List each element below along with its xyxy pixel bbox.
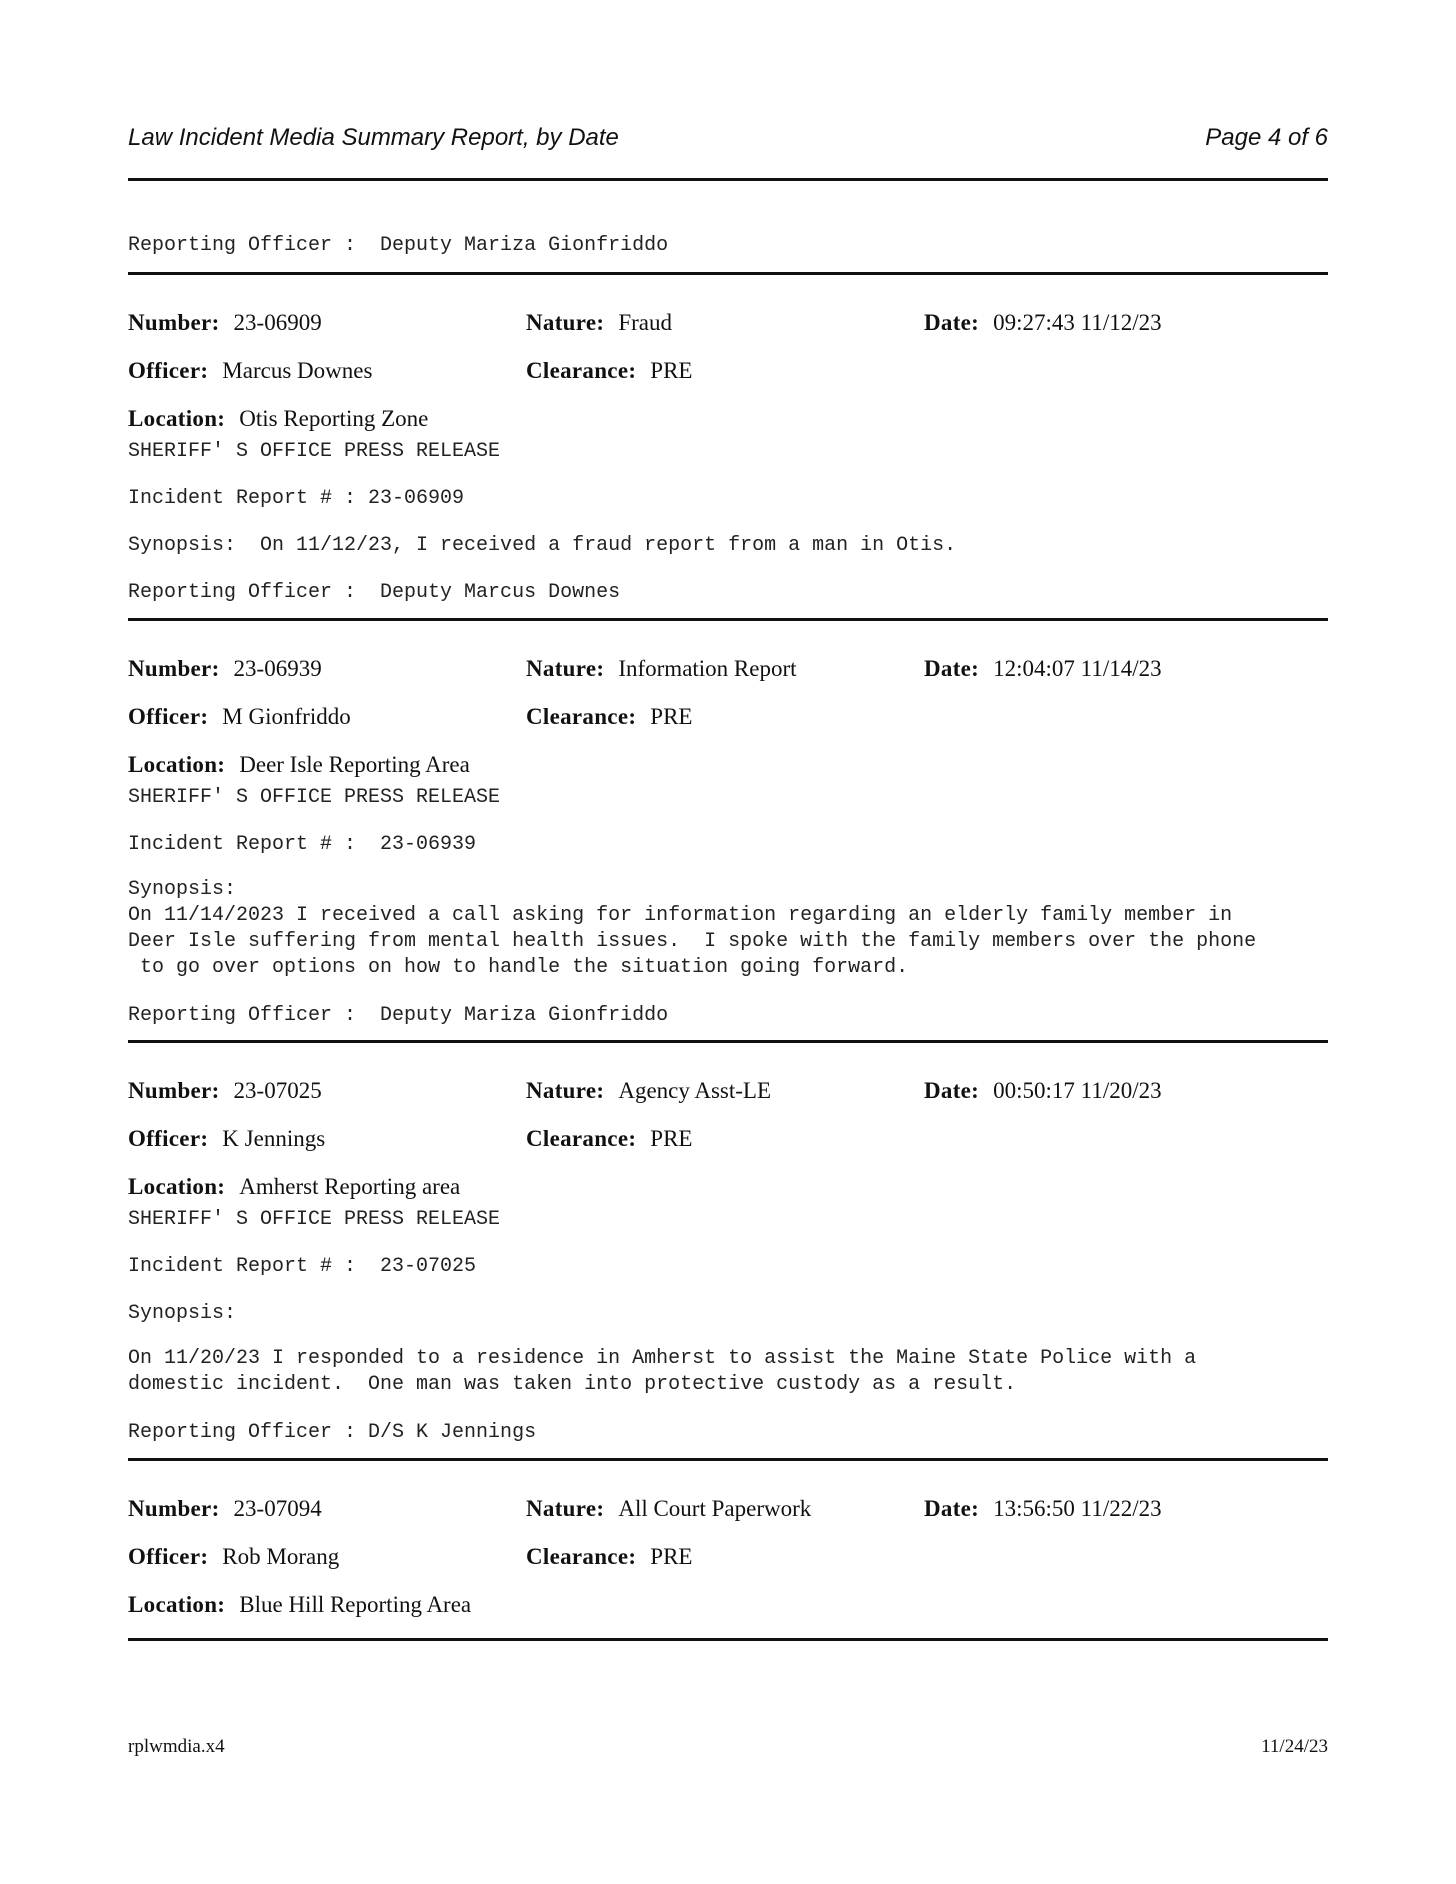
incident-location: Location: Amherst Reporting area (128, 1174, 461, 1199)
reporting-officer: Reporting Officer : D/S K Jennings (128, 1421, 537, 1444)
incident-clearance: Clearance: PRE (526, 358, 693, 383)
incident-date: Date: 09:27:43 11/12/23 (924, 310, 1162, 335)
incident-clearance: Clearance: PRE (526, 1126, 693, 1151)
reporting-officer: Reporting Officer : Deputy Mariza Gionfriddo (128, 234, 669, 257)
incident-date: Date: 13:56:50 11/22/23 (924, 1496, 1162, 1521)
incident-report-number: Incident Report # : 23-06909 (128, 487, 465, 510)
page-number: Page 4 of 6 (1205, 124, 1328, 151)
section-rule (128, 1040, 1328, 1043)
footer-file-name: rplwmdia.x4 (128, 1736, 225, 1757)
incident-nature: Nature: All Court Paperwork (526, 1496, 812, 1521)
incident-clearance: Clearance: PRE (526, 1544, 693, 1569)
press-release-label: SHERIFF' S OFFICE PRESS RELEASE (128, 786, 501, 809)
press-release-label: SHERIFF' S OFFICE PRESS RELEASE (128, 440, 501, 463)
incident-number: Number: 23-07094 (128, 1496, 322, 1521)
incident-officer: Officer: K Jennings (128, 1126, 326, 1151)
incident-clearance: Clearance: PRE (526, 704, 693, 729)
incident-number: Number: 23-06939 (128, 656, 322, 681)
incident-number: Number: 23-07025 (128, 1078, 322, 1103)
section-rule (128, 272, 1328, 275)
incident-location: Location: Blue Hill Reporting Area (128, 1592, 472, 1617)
incident-location: Location: Deer Isle Reporting Area (128, 752, 470, 777)
section-rule (128, 618, 1328, 621)
report-title: Law Incident Media Summary Report, by Date (128, 124, 619, 151)
synopsis-label: Synopsis: (128, 1302, 237, 1325)
incident-nature: Nature: Information Report (526, 656, 797, 681)
incident-nature: Nature: Agency Asst-LE (526, 1078, 771, 1103)
synopsis: Synopsis: On 11/12/23, I received a fraud report from a man in Otis. (128, 534, 957, 557)
incident-location: Location: Otis Reporting Zone (128, 406, 429, 431)
synopsis: On 11/20/23 I responded to a residence in Amherst to assist the Maine State Police with a domestic incident. One man was taken into protective custody as a result. (128, 1347, 1197, 1396)
incident-officer: Officer: Rob Morang (128, 1544, 340, 1569)
reporting-officer: Reporting Officer : Deputy Marcus Downes (128, 581, 621, 604)
section-rule (128, 1638, 1328, 1641)
page-header (128, 124, 1328, 164)
footer-date: 11/24/23 (1261, 1736, 1328, 1757)
incident-report-number: Incident Report # : 23-06939 (128, 833, 477, 856)
press-release-label: SHERIFF' S OFFICE PRESS RELEASE (128, 1208, 501, 1231)
synopsis: Synopsis: On 11/14/2023 I received a call asking for information regarding an elderly family member in Deer Isle suffering from mental health issues. I spoke with the family members over the phone to go over options on how to handle the situation going forward. (128, 878, 1257, 979)
incident-nature: Nature: Fraud (526, 310, 672, 335)
incident-date: Date: 00:50:17 11/20/23 (924, 1078, 1162, 1103)
header-rule (128, 178, 1328, 181)
incident-officer: Officer: Marcus Downes (128, 358, 373, 383)
incident-number: Number: 23-06909 (128, 310, 322, 335)
incident-date: Date: 12:04:07 11/14/23 (924, 656, 1162, 681)
incident-report-number: Incident Report # : 23-07025 (128, 1255, 477, 1278)
section-rule (128, 1458, 1328, 1461)
reporting-officer: Reporting Officer : Deputy Mariza Gionfriddo (128, 1004, 669, 1027)
incident-officer: Officer: M Gionfriddo (128, 704, 351, 729)
